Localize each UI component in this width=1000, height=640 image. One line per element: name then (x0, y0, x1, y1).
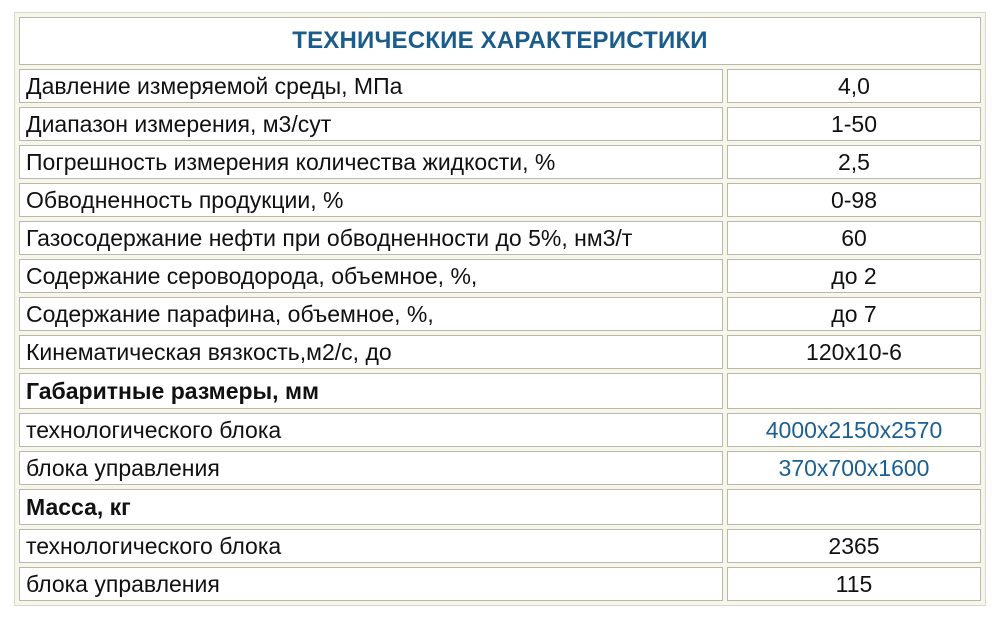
row-label-h2s: Содержание сероводорода, объемное, %, (19, 259, 723, 293)
table-row (19, 69, 981, 103)
section-heading-mass: Масса, кг (19, 489, 723, 525)
table-section-row (19, 373, 981, 409)
table-title-row (19, 17, 981, 65)
section-empty-cell (727, 489, 981, 525)
table-row (19, 567, 981, 601)
row-label-water-cut: Обводненность продукции, % (19, 183, 723, 217)
table-row (19, 221, 981, 255)
row-value-range: 1-50 (727, 107, 981, 141)
row-label-range: Диапазон измерения, м3/сут (19, 107, 723, 141)
table-row (19, 297, 981, 331)
row-value-tech-block-size: 4000х2150х2570 (727, 413, 981, 447)
row-label-tech-block-mass: технологического блока (19, 529, 723, 563)
row-value-tech-block-mass: 2365 (727, 529, 981, 563)
row-value-error: 2,5 (727, 145, 981, 179)
row-value-paraffin: до 7 (727, 297, 981, 331)
row-value-water-cut: 0-98 (727, 183, 981, 217)
table-row (19, 451, 981, 485)
table-row (19, 529, 981, 563)
table-row (19, 145, 981, 179)
row-value-gas-content: 60 (727, 221, 981, 255)
row-label-paraffin: Содержание парафина, объемное, %, (19, 297, 723, 331)
table-row (19, 259, 981, 293)
row-label-viscosity: Кинематическая вязкость,м2/с, до (19, 335, 723, 369)
row-label-pressure: Давление измеряемой среды, МПа (19, 69, 723, 103)
row-label-control-block-mass: блока управления (19, 567, 723, 601)
table-section-row (19, 489, 981, 525)
row-value-pressure: 4,0 (727, 69, 981, 103)
row-value-control-block-size: 370х700х1600 (727, 451, 981, 485)
row-value-viscosity: 120х10-6 (727, 335, 981, 369)
row-value-h2s: до 2 (727, 259, 981, 293)
table-title: ТЕХНИЧЕСКИЕ ХАРАКТЕРИСТИКИ (19, 17, 981, 65)
row-label-gas-content: Газосодержание нефти при обводненности до 5%, нм3/т (19, 221, 723, 255)
table-row (19, 335, 981, 369)
table-row (19, 413, 981, 447)
row-label-tech-block-size: технологического блока (19, 413, 723, 447)
section-empty-cell (727, 373, 981, 409)
table-row (19, 183, 981, 217)
row-label-error: Погрешность измерения количества жидкости, % (19, 145, 723, 179)
row-value-control-block-mass: 115 (727, 567, 981, 601)
row-label-control-block-size: блока управления (19, 451, 723, 485)
table-row (19, 107, 981, 141)
specifications-table (14, 12, 986, 606)
section-heading-dimensions: Габаритные размеры, мм (19, 373, 723, 409)
